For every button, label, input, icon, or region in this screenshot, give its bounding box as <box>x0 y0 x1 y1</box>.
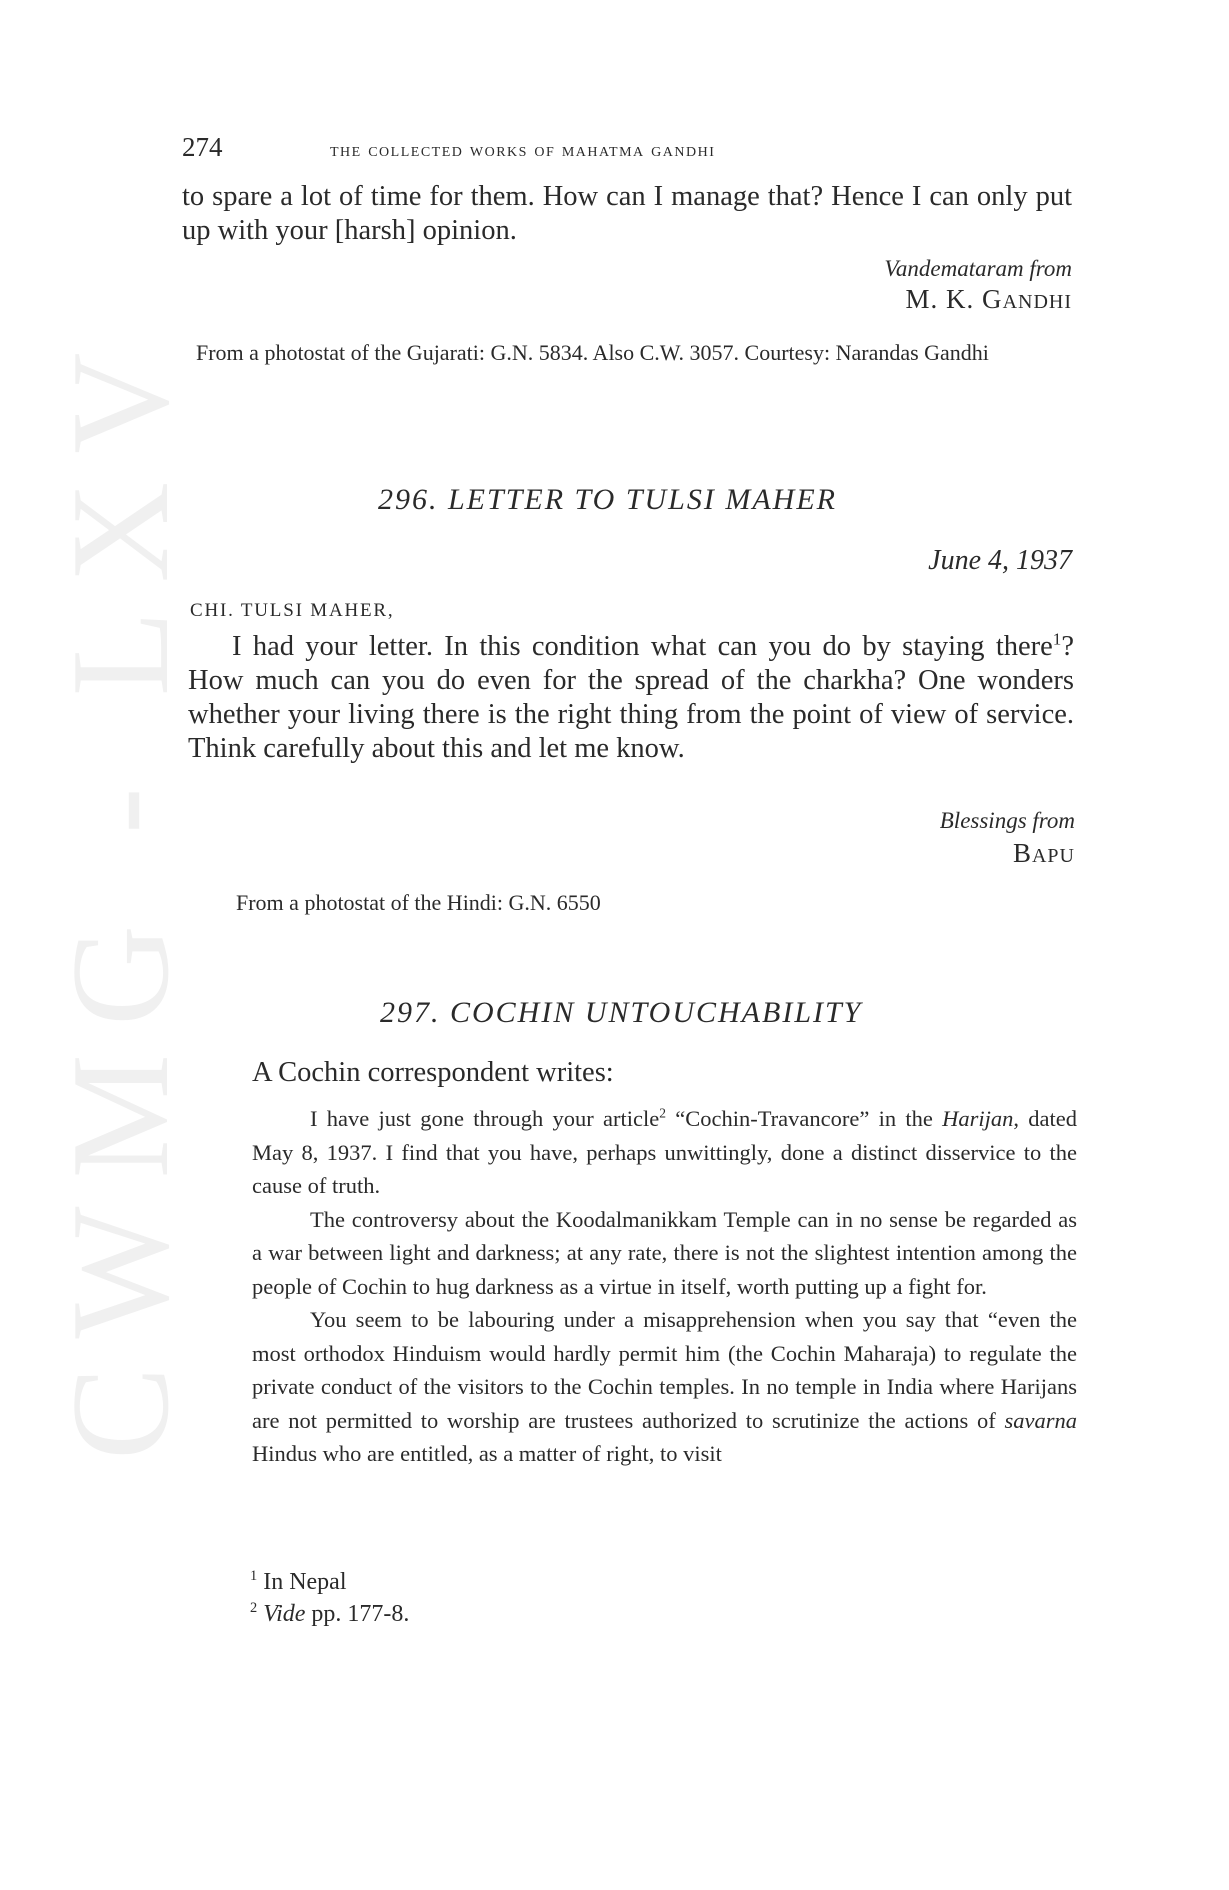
letter-296-closing: Blessings from <box>939 808 1075 833</box>
footnotes <box>250 1566 409 1630</box>
prev-letter-signoff <box>884 256 1072 315</box>
quote-paragraph-1: I have just gone through your article$^2$ “Cochin-Travancore” in the Harijan, dated May 8, 1937. I find that you have, perhaps unwittingly, done a distinct disservice to the cause of truth. <box>252 1105 1078 1198</box>
letter-296-body: I had your letter. In this condition what can you do by staying there$^1$? How much can you do even for the spread of the charkha? One wonders whether your living there is the right thing from the point of view of service. Think carefully about this and let me know. <box>188 629 1074 764</box>
quote-paragraph-2: The controversy about the Koodalmanikkam Temple can in no sense be regarded as a war between light and darkness; at any rate, there is not the slightest intention among the people of Cochin to hug darkness as a virtue in itself, worth putting up a fight for. <box>252 1206 1077 1299</box>
letter-296-signature: BAPU <box>1012 838 1075 868</box>
letter-296-date: June 4, 1937 <box>928 545 1072 576</box>
prev-letter-source: From a photostat of the Gujarati: G.N. 5834. Also C.W. 3057. Courtesy: Narandas Gandhi <box>196 340 989 365</box>
footnote-ref-2: 2 <box>659 1105 666 1121</box>
footnote-2: $^2$ Vide pp. 177-8. <box>250 1600 410 1627</box>
letter-296-signoff <box>940 808 1075 869</box>
letter-296-title: 296. LETTER TO TULSI MAHER <box>378 483 837 516</box>
watermark: CWMG - LXV <box>43 324 198 1460</box>
page-header <box>182 132 1082 168</box>
letter-296-salutation: CHI. TULSI MAHER, <box>190 600 395 621</box>
quote-paragraph-3: You seem to be labouring under a misapprehension when you say that “even the most orthodox Hinduism would hardly permit him (the Cochin Maharaja) to regulate the private conduct of the visitors to the Cochin temples. In no temple in India where Harijans are not permitted to worship are trustees authorized to scrutinize the actions of savarna Hindus who are entitled, as a matter of right, to visit <box>252 1307 1077 1466</box>
prev-letter-text: to spare a lot of time for them. How can I manage that? Hence I can only put up with your [harsh] opinion. <box>182 181 1072 246</box>
footnote-ref-1: 1 <box>1052 629 1062 649</box>
running-title: the collected works of mahatma gandhi <box>330 139 716 161</box>
article-297-quote <box>252 1102 1077 1471</box>
footnote-1: $^1$ In Nepal <box>250 1568 347 1595</box>
article-297-intro: A Cochin correspondent writes: <box>252 1057 614 1088</box>
prev-letter-closing: Vandemataram from <box>884 256 1072 281</box>
page-number: 274 <box>182 132 223 162</box>
letter-296-source: From a photostat of the Hindi: G.N. 6550 <box>236 890 601 915</box>
prev-letter-signature: M. K. GANDHI <box>905 284 1072 314</box>
article-297-title: 297. COCHIN UNTOUCHABILITY <box>380 996 863 1029</box>
